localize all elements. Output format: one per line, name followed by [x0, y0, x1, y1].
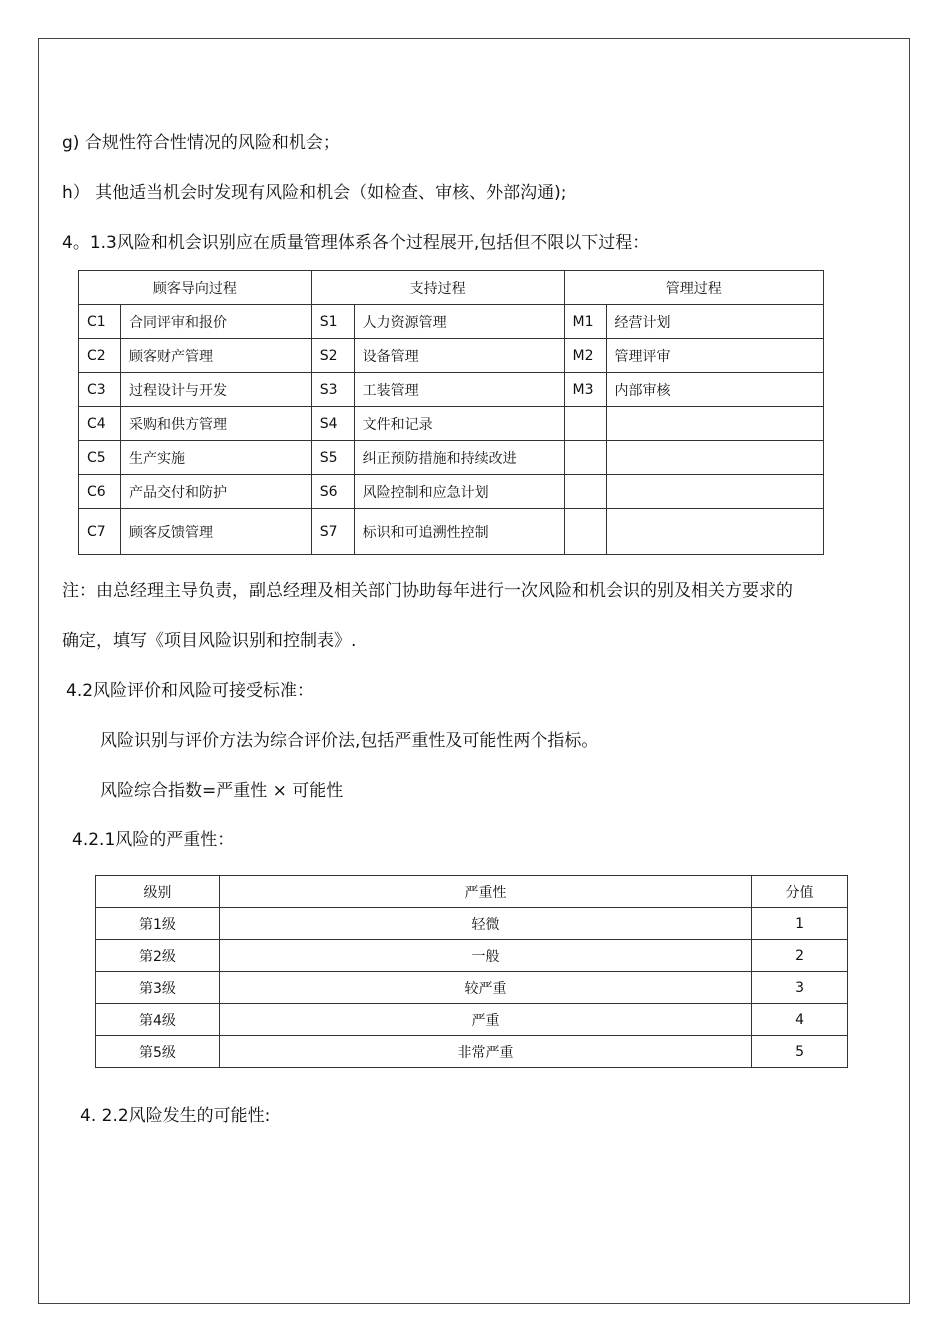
m-name	[606, 407, 824, 441]
severity-cell: 轻微	[219, 908, 751, 940]
method-text: 风险识别与评价方法为综合评价法,包括严重性及可能性两个指标。	[100, 731, 599, 751]
formula-text: 风险综合指数=严重性 × 可能性	[100, 781, 344, 801]
s-code: S7	[311, 509, 354, 555]
header-support-process: 支持过程	[311, 271, 564, 305]
section-4-1-3-heading: 4。1.3风险和机会识别应在质量管理体系各个过程展开,包括但不限以下过程：	[62, 233, 650, 253]
severity-cell: 较严重	[219, 972, 751, 1004]
level-cell: 第1级	[96, 908, 220, 940]
m-name	[606, 475, 824, 509]
m-name: 经营计划	[606, 305, 824, 339]
table-row	[79, 305, 824, 339]
item-g: g) 合规性符合性情况的风险和机会；	[62, 133, 340, 153]
c-name: 顾客反馈管理	[120, 509, 311, 555]
table-row	[79, 373, 824, 407]
c-name: 生产实施	[120, 441, 311, 475]
s-name: 风险控制和应急计划	[354, 475, 564, 509]
c-code: C1	[79, 305, 121, 339]
s-name: 人力资源管理	[354, 305, 564, 339]
m-name: 内部审核	[606, 373, 824, 407]
c-name: 产品交付和防护	[120, 475, 311, 509]
note-line-1: 注：由总经理主导负责，副总经理及相关部门协助每年进行一次风险和机会识的别及相关方要求的	[62, 581, 793, 601]
c-name: 过程设计与开发	[120, 373, 311, 407]
score-cell: 1	[752, 908, 848, 940]
score-cell: 5	[752, 1036, 848, 1068]
c-code: C4	[79, 407, 121, 441]
m-code: M1	[564, 305, 606, 339]
m-name	[606, 441, 824, 475]
c-code: C3	[79, 373, 121, 407]
process-table	[78, 270, 824, 555]
section-4-2-2-heading: 4. 2.2风险发生的可能性:	[80, 1106, 271, 1126]
table-row	[96, 972, 848, 1004]
s-code: S3	[311, 373, 354, 407]
header-level: 级别	[96, 876, 220, 908]
c-name: 合同评审和报价	[120, 305, 311, 339]
table-row	[79, 475, 824, 509]
level-cell: 第2级	[96, 940, 220, 972]
m-code	[564, 475, 606, 509]
c-name: 顾客财产管理	[120, 339, 311, 373]
score-cell: 2	[752, 940, 848, 972]
level-cell: 第5级	[96, 1036, 220, 1068]
item-h: h） 其他适当机会时发现有风险和机会（如检查、审核、外部沟通);	[62, 183, 567, 203]
m-code	[564, 441, 606, 475]
table-row	[96, 908, 848, 940]
section-4-2-1-heading: 4.2.1风险的严重性：	[72, 830, 235, 850]
severity-cell: 一般	[219, 940, 751, 972]
table-row	[96, 940, 848, 972]
c-name: 采购和供方管理	[120, 407, 311, 441]
s-name: 设备管理	[354, 339, 564, 373]
header-management-process: 管理过程	[564, 271, 823, 305]
s-name: 标识和可追溯性控制	[354, 509, 564, 555]
note-line-2: 确定，填写《项目风险识别和控制表》.	[62, 631, 357, 651]
table-row	[96, 1004, 848, 1036]
s-code: S4	[311, 407, 354, 441]
s-name: 工装管理	[354, 373, 564, 407]
severity-cell: 非常严重	[219, 1036, 751, 1068]
score-cell: 3	[752, 972, 848, 1004]
header-customer-process: 顾客导向过程	[79, 271, 312, 305]
header-score: 分值	[752, 876, 848, 908]
score-cell: 4	[752, 1004, 848, 1036]
m-name: 管理评审	[606, 339, 824, 373]
level-cell: 第4级	[96, 1004, 220, 1036]
c-code: C6	[79, 475, 121, 509]
s-name: 纠正预防措施和持续改进	[354, 441, 564, 475]
m-name	[606, 509, 824, 555]
m-code: M3	[564, 373, 606, 407]
severity-cell: 严重	[219, 1004, 751, 1036]
s-code: S1	[311, 305, 354, 339]
m-code	[564, 509, 606, 555]
header-severity: 严重性	[219, 876, 751, 908]
table-row	[79, 441, 824, 475]
m-code: M2	[564, 339, 606, 373]
s-name: 文件和记录	[354, 407, 564, 441]
s-code: S6	[311, 475, 354, 509]
severity-table	[95, 875, 848, 1068]
table-row	[79, 339, 824, 373]
table-row	[79, 407, 824, 441]
m-code	[564, 407, 606, 441]
level-cell: 第3级	[96, 972, 220, 1004]
c-code: C7	[79, 509, 121, 555]
section-4-2-heading: 4.2风险评价和风险可接受标准：	[66, 681, 315, 701]
table-row	[96, 1036, 848, 1068]
c-code: C5	[79, 441, 121, 475]
c-code: C2	[79, 339, 121, 373]
s-code: S5	[311, 441, 354, 475]
s-code: S2	[311, 339, 354, 373]
table-row	[79, 509, 824, 555]
